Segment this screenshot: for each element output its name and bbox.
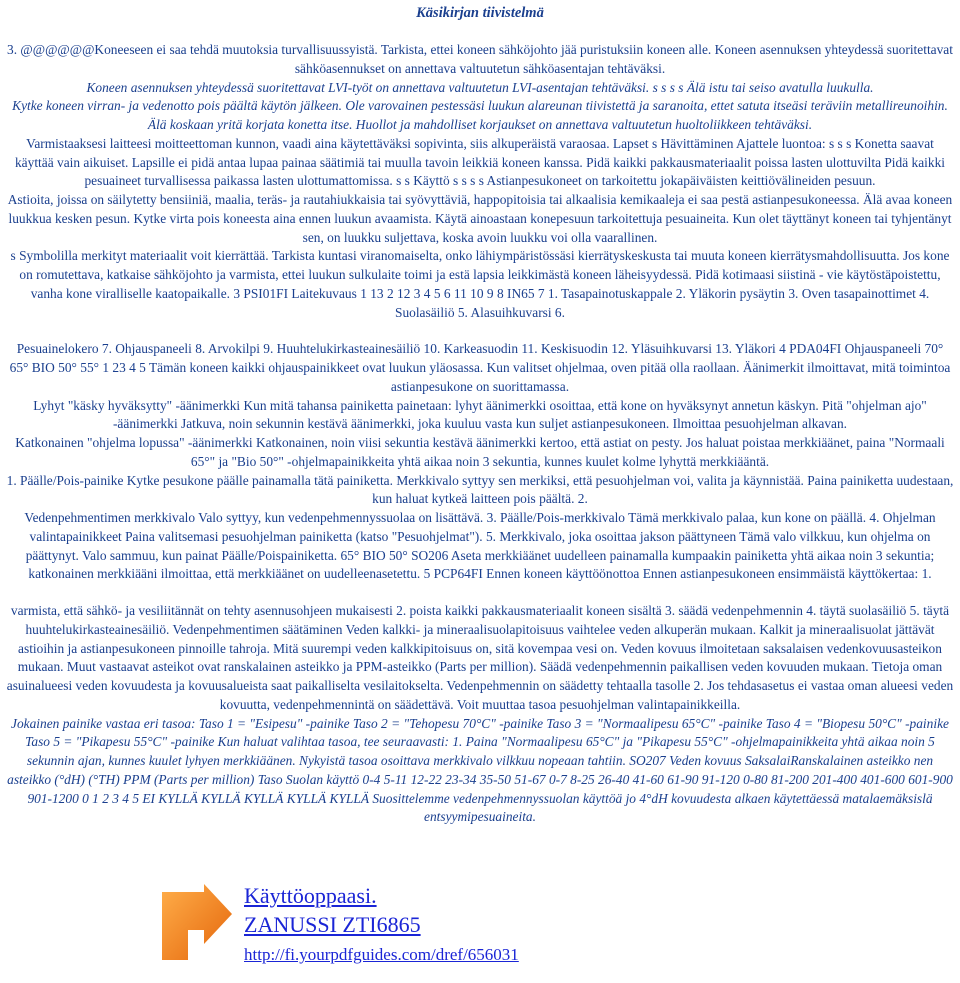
paragraph-disposal: s Symbolilla merkityt materiaalit voit kierrättää. Tarkista kuntasi viranomaiselta, onko lähiympäristössäsi kierrätyskeskusta tai muuta koneen kierrätysmahdollisuutta. Jos kone on romutettava, katkaise sähköjohto ja varmista, ettei luukun sulkulaite toimi ja estä lapsia leikkimästä koneen läheisyydessä. Pidä kotimaasi siistinä - vie käytöstäpoistettu, vanha kone viralliselle kaatopaikalle. 3 PSI01FI Laitekuvaus 1 13 2 12 3 4 5 6 11 10 9 8 IN65 7 1. Tasapainotuskappale 2. Yläkorin pysäytin 3. Oven tasapainottimet 4. Suolasäiliö 5. Alasuihkuvarsi 6. (10, 248, 950, 320)
product-link[interactable]: ZANUSSI ZTI6865 (244, 912, 421, 937)
paragraph-end-signal: Katkonainen "ohjelma lopussa" -äänimerkki Katkonainen, noin viisi sekuntia kestävä äänimerkki kertoo, että astiat on pesty. Jos haluat poistaa merkkiäänet, paina "Normaali 65°" ja "Bio 50°" -ohjelmapainikkeita yhtä aikaa noin 3 sekuntia, kunnes kuulet kolme lyhyttä merkkiääntä. (15, 435, 945, 469)
paragraph-onoff: 1. Päälle/Pois-painike Kytke pesukone päälle painamalla tätä painiketta. Merkkivalo syttyy sen merkiksi, että pesuohjelman voi, valita ja käynnistää. Paina painiketta uudestaan, kun haluat kytkeä laitteen pois päältä. 2. (6, 472, 954, 507)
document-body (6, 4, 954, 827)
footer-links (244, 882, 519, 966)
paragraph-use: Astioita, joissa on säilytetty bensiiniä, maalia, teräs- ja rautahiukkaisia tai syövyttäviä, happopitoisia tai alkaalisia kemikaaleja ei saa pestä astianpesukoneessa. Älä avaa koneen luukkua kesken pesun. Kytke virta pois koneesta aina ennen luukun avaamista. Käytä ainoastaan konepesuun tarkoitettuja pesuaineita. Kun olet täyttänyt koneen tai tyhjentänyt sen, on luukku suljettava, koska avoin luukku voi olla vaarallinen. (7, 192, 953, 245)
paragraph-parts: Pesuainelokero 7. Ohjauspaneeli 8. Arvokilpi 9. Huuhtelukirkasteainesäiliö 10. Karkeasuodin 11. Keskisuodin 12. Yläsuihkuvarsi 13. Yläkori 4 PDA04FI Ohjauspaneeli 70° 65° BIO 50° 55° 1 23 4 5 Tämän koneen kaikki ohjauspainikkeet ovat luukun yläosassa. Kun valitset ohjelmaa, oven pitää olla raollaan. Äänimerkit ilmoittavat, mitä toimintoa astianpesukone on suorittamassa. (9, 341, 951, 394)
footer (158, 882, 858, 972)
page-title: Käsikirjan tiivistelmä (416, 5, 544, 21)
paragraph-maintenance: Kytke koneen virran- ja vedenotto pois päältä käytön jälkeen. Ole varovainen pestessäsi luukun alareunan tiivistettä ja saranoita, ettet satuta itseäsi teräviin metallireunoihin. Älä koskaan yritä korjata konetta itse. Huollot ja mahdolliset korjaukset on annettava valtuutetun huoltoliikkeen tehtäväksi. (12, 98, 948, 132)
paragraph-softener: varmista, että sähkö- ja vesiliitännät on tehty asennusohjeen mukaisesti 2. poista kaikki pakkausmateriaalit koneen sisältä 3. säädä vedenpehmennin 4. täytä suolasäiliö 5. täytä huuhtelukirkasteainesäiliö. Vedenpehmentimen säätäminen Veden kalkki- ja mineraalisuolapitoisuus vaihtelee veden alkuperän mukaan. Kalkit ja mineraalisuolat jättävät astioihin ja astianpesukoneen pinnoille tahroja. Mitä suurempi veden kalkkipitoisuus on, sitä kovempaa vesi on. Veden kovuus ilmoitetaan saksalaisen vedenkovuusasteikon mukaan. Muut vastaavat asteikot ovat ranskalainen asteikko ja PPM-asteikko (Parts per million). Säädä vedenpehmennin paikallisen veden kovuuden mukaan. Tietoja oman asuinalueesi veden kovuudesta ja kovuusalueista saat paikalliselta vesilaitokselta. Vedenpehmennin on säädetty tehtaalla tasolle 2. Jos tehdasasetus ei vastaa oman alueesi veden kovuutta, vedenpehmennintä on säädettävä. Voit muuttaa tasoa pesuohjelman valintapainikkeilla. (6, 603, 954, 712)
paragraph-signals: Lyhyt "käsky hyväksytty" -äänimerkki Kun mitä tahansa painiketta painetaan: lyhyt äänimerkki osoittaa, että kone on hyväksynyt annetun käskyn. Pitä "ohjelman ajo" -äänimerkki Jatkuva, noin sekunnin kestävä äänimerkki, joka kuuluu vasta kun suljet astianpesukoneen. Ilmoittaa pesuohjelman alkavan. (33, 397, 927, 432)
url-link[interactable]: http://fi.yourpdfguides.com/dref/656031 (244, 945, 519, 964)
paragraph-lvi: Koneen asennuksen yhteydessä suoritettavat LVI-työt on annettava valtuutetun LVI-asentajan tehtäväksi. s s s s Älä istu tai seiso avatulla luukulla. (86, 79, 874, 95)
orange-arrow-logo-icon (158, 884, 234, 962)
guide-link[interactable]: Käyttöoppaasi. (244, 883, 377, 908)
paragraph-children: Varmistaaksesi laitteesi moitteettoman kunnon, vaadi aina käytettäväksi sopivinta, siis alkuperäistä varaosaa. Lapset s Hävittäminen Ajattele luontoa: s s s Konetta saavat käyttää vain aikuiset. Lapsille ei pidä antaa lupaa painaa säätimiä tai muulla tavoin leikkiä koneen kanssa. Pidä kaikki pakkausmateriaalit poissa lasten ulottuvilta Pidä kaikki pesuaineet turvallisessa paikassa lasten ulottumattomissa. s s Käyttö s s s s Astianpesukoneet on tarkoitettu jokapäiväisten keittiövälineiden pesuun. (14, 135, 945, 189)
paragraph-indicators: Vedenpehmentimen merkkivalo Valo syttyy, kun vedenpehmennyssuolaa on lisättävä. 3. Päälle/Pois-merkkivalo Tämä merkkivalo palaa, kun kone on päällä. 4. Ohjelman valintapainikkeet Paina valitsemasi pesuohjelman painiketta (katso "Pesuohjelmat"). 5. Merkkivalo, joka osoittaa jakson päättyneen Tämä valo vilkkuu, kun ohjelma on päättynyt. Valo sammuu, kun painat Päälle/Poispainiketta. 65° BIO 50° SO206 Aseta merkkiäänet uudelleen painamalla kumpaakin painiketta yhtä aikaa noin 3 sekuntia; katkonainen merkkiääni ilmoittaa, että merkkiäänet on uudelleenasetettu. 5 PCP64FI Ennen koneen käyttöönottoa Ennen astianpesukoneen ensimmäistä käyttökertaa: 1. (24, 510, 936, 582)
paragraph-levels: Jokainen painike vastaa eri tasoa: Taso 1 = "Esipesu" -painike Taso 2 = "Tehopesu 70°C" -painike Taso 3 = "Normaalipesu 65°C" -painike Taso 4 = "Biopesu 50°C" -painike Taso 5 = "Pikapesu 55°C" -painike Kun haluat valihtaa tasoa, tee seuraavasti: 1. Paina "Normaalipesu 65°C" ja "Pikapesu 55°C" -ohjelmapainikkeita yhtä aikaa noin 5 sekunnin ajan, kunnes kuulet lyhyen merkkiäänen. Nykyistä tasoa osoittava merkkivalo vilkkuu nopeaan tahtiin. SO207 Veden kovuus SaksalaiRanskalainen asteikko nen asteikko (°dH) (°TH) PPM (Parts per million) Taso Suolan käyttö 0-4 5-11 12-22 23-34 35-50 51-67 0-7 8-25 26-40 41-60 61-90 91-120 0-80 81-200 201-400 401-600 601-900 901-1200 0 1 2 3 4 5 EI KYLLÄ KYLLÄ KYLLÄ KYLLÄ KYLLÄ Suosittelemme vedenpehmennyssuolan käyttöä jo 4°dH kovuudesta alkaen käytettäessä matalaemäksislä entsyymipesuaineita. (7, 715, 953, 825)
paragraph-safety: 3. @@@@@@Koneeseen ei saa tehdä muutoksia turvallisuussyistä. Tarkista, ettei koneen sähköjohto jää puristuksiin koneen alle. Koneen asennuksen yhteydessä suoritettavat sähköasennukset on annettava valtuutetun sähköasentajan tehtäväksi. (7, 42, 953, 76)
